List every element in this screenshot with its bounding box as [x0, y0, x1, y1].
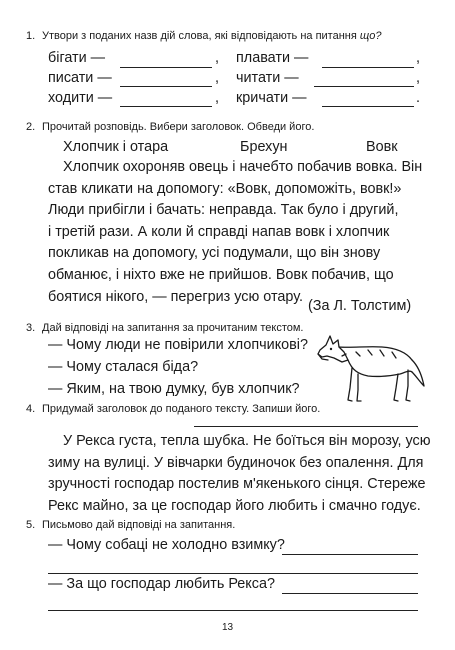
task-1-word: ходити —	[48, 90, 113, 106]
comma: ,	[416, 50, 420, 66]
title-option[interactable]: Вовк	[366, 139, 398, 155]
answer-line[interactable]	[314, 86, 414, 87]
question: — Чому люди не повірили хлопчикові?	[48, 337, 308, 353]
answer-line[interactable]	[322, 106, 414, 107]
answer-line[interactable]	[282, 593, 418, 594]
task-1-word: писати —	[48, 70, 112, 86]
title-answer-line[interactable]	[194, 426, 418, 427]
story-line: Рекс майно, за це господар його любить і смачно годує.	[48, 497, 421, 514]
story-line: зручності господар постелив м'якенького сінця. Стереже	[48, 476, 426, 493]
task-1-word: бігати —	[48, 50, 106, 66]
task-3-instruction	[26, 322, 304, 334]
answer-line[interactable]	[48, 610, 418, 611]
story-line: покликав на допомогу, усі подумали, що він знову	[48, 245, 381, 262]
task-1-instruction	[26, 30, 381, 42]
story-line: боятися нікого, — перегриз усю отару.	[48, 288, 304, 305]
task-1-word: читати —	[236, 70, 299, 86]
title-option[interactable]: Хлопчик і отара	[63, 139, 169, 155]
story-line: У Рекса густа, тепла шубка. Не боїться він морозу, усю	[63, 433, 431, 449]
question: — Чому собаці не холодно взимку?	[48, 537, 285, 553]
task-1-word: плавати —	[236, 50, 309, 66]
answer-line[interactable]	[282, 554, 418, 555]
answer-line[interactable]	[322, 67, 414, 68]
task-2-text: Прочитай розповідь. Вибери заголовок. Обведи його.	[42, 121, 315, 133]
story-line: Хлопчик охороняв овець і начебто побачив вовка. Він	[63, 159, 423, 175]
task-2-instruction	[26, 121, 314, 133]
wolf-icon	[312, 330, 428, 408]
story-line: став кликати на допомогу: «Вовк, допоможіть, вовк!»	[48, 180, 402, 197]
task-1-word: кричати —	[236, 90, 307, 106]
task-4-text: Придумай заголовок до поданого тексту. Запиши його.	[42, 403, 321, 415]
task-5-text: Письмово дай відповіді на запитання.	[42, 519, 236, 531]
answer-line[interactable]	[120, 86, 212, 87]
task-1-text: Утвори з поданих назв дій слова, які відповідають на питання	[42, 30, 360, 42]
task-1-number: 1.	[26, 30, 36, 42]
task-3-questions	[48, 334, 308, 400]
comma: ,	[215, 50, 219, 66]
story-line: обманює, і ніхто вже не прийшов. Вовк побачив, що	[48, 266, 394, 283]
task-4-instruction	[26, 403, 320, 415]
period: .	[416, 90, 420, 106]
task-4-number: 4.	[26, 403, 36, 415]
page-number: 13	[222, 622, 234, 633]
title-option[interactable]: Брехун	[240, 139, 288, 155]
comma: ,	[416, 70, 420, 86]
story-text	[48, 157, 422, 308]
story-source: (За Л. Толстим)	[308, 298, 412, 314]
task-5-instruction	[26, 519, 235, 531]
task-1-row	[48, 50, 105, 66]
task-3-text: Дай відповіді на запитання за прочитаним текстом.	[42, 322, 304, 334]
story-line: Люди прибігли і бачать: неправда. Так було і другий,	[48, 202, 399, 219]
task-5-number: 5.	[26, 519, 36, 531]
task-1-question-word: що?	[359, 30, 382, 42]
answer-line[interactable]	[120, 67, 212, 68]
task-2-number: 2.	[26, 121, 36, 133]
answer-line[interactable]	[120, 106, 212, 107]
task-3-number: 3.	[26, 322, 36, 334]
question: — Яким, на твою думку, був хлопчик?	[48, 381, 300, 397]
answer-line[interactable]	[48, 573, 418, 574]
comma: ,	[215, 90, 219, 106]
question: — За що господар любить Рекса?	[48, 576, 275, 592]
comma: ,	[215, 70, 219, 86]
story-line: зиму на вулиці. У вівчарки будиночок без опалення. Для	[48, 454, 424, 471]
story-line: і третій рази. А коли й справді напав вовк і хлопчик	[48, 223, 390, 240]
question: — Чому сталася біда?	[48, 359, 199, 375]
rex-story-text	[48, 431, 431, 517]
